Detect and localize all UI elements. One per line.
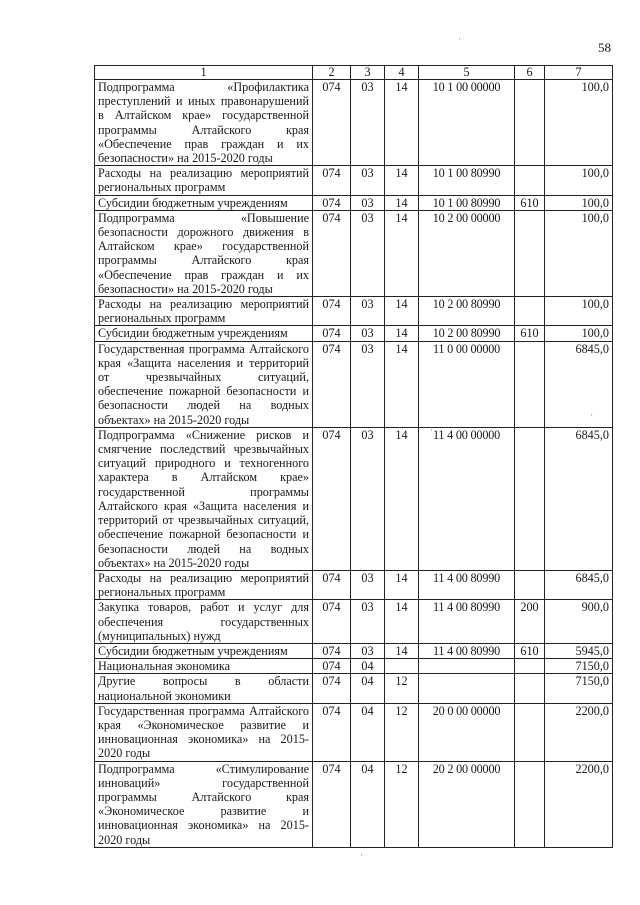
section-cell: 04 bbox=[351, 674, 385, 703]
scan-speck: · bbox=[360, 850, 363, 860]
grbs-cell: 074 bbox=[313, 643, 351, 658]
grbs-cell: 074 bbox=[313, 326, 351, 341]
grbs-cell: 074 bbox=[313, 166, 351, 195]
target-article-cell: 10 1 00 00000 bbox=[419, 80, 515, 166]
expense-type-cell bbox=[515, 341, 545, 427]
row-name-cell: Государственная программа Алтайского края «Экономическое развитие и инновационная экономика» на 2015-2020 годы bbox=[95, 703, 313, 761]
amount-cell: 100,0 bbox=[545, 297, 613, 326]
target-article-cell: 20 2 00 00000 bbox=[419, 761, 515, 847]
grbs-cell: 074 bbox=[313, 341, 351, 427]
row-name-cell: Национальная экономика bbox=[95, 659, 313, 674]
amount-cell: 7150,0 bbox=[545, 659, 613, 674]
target-article-cell: 11 0 00 00000 bbox=[419, 341, 515, 427]
amount-cell: 900,0 bbox=[545, 600, 613, 644]
grbs-cell: 074 bbox=[313, 210, 351, 296]
section-cell: 03 bbox=[351, 600, 385, 644]
expense-type-cell: 610 bbox=[515, 195, 545, 210]
subsection-cell: 14 bbox=[385, 643, 419, 658]
row-name-cell: Расходы на реализацию мероприятий региональных программ bbox=[95, 297, 313, 326]
subsection-cell: 14 bbox=[385, 210, 419, 296]
row-name-cell: Государственная программа Алтайского края «Защита населения и территорий от чрезвычайных ситуаций, обеспечение пожарной безопасности и безопасности людей на водных объектах» на 2015-2020 годы bbox=[95, 341, 313, 427]
expense-type-cell bbox=[515, 80, 545, 166]
target-article-cell: 11 4 00 80990 bbox=[419, 600, 515, 644]
table-row bbox=[95, 674, 613, 703]
target-article-cell: 10 2 00 00000 bbox=[419, 210, 515, 296]
subsection-cell: 14 bbox=[385, 600, 419, 644]
row-name-cell: Подпрограмма «Стимулирование инноваций» государственной программы Алтайского края «Экономическое развитие и инновационная экономика» на 2015-2020 годы bbox=[95, 761, 313, 847]
table-row bbox=[95, 600, 613, 644]
amount-cell: 100,0 bbox=[545, 210, 613, 296]
section-cell: 04 bbox=[351, 659, 385, 674]
grbs-cell: 074 bbox=[313, 674, 351, 703]
section-cell: 03 bbox=[351, 570, 385, 599]
amount-cell: 2200,0 bbox=[545, 703, 613, 761]
row-name-cell: Субсидии бюджетным учреждениям bbox=[95, 643, 313, 658]
grbs-cell: 074 bbox=[313, 427, 351, 570]
column-header: 4 bbox=[385, 66, 419, 80]
target-article-cell: 10 2 00 80990 bbox=[419, 326, 515, 341]
expense-type-cell bbox=[515, 570, 545, 599]
subsection-cell: 12 bbox=[385, 761, 419, 847]
section-cell: 03 bbox=[351, 166, 385, 195]
expense-type-cell bbox=[515, 674, 545, 703]
table-row bbox=[95, 427, 613, 570]
target-article-cell: 10 2 00 80990 bbox=[419, 297, 515, 326]
table-row bbox=[95, 643, 613, 658]
column-header: 6 bbox=[515, 66, 545, 80]
expense-type-cell bbox=[515, 166, 545, 195]
grbs-cell: 074 bbox=[313, 659, 351, 674]
table-row bbox=[95, 326, 613, 341]
section-cell: 03 bbox=[351, 80, 385, 166]
section-cell: 03 bbox=[351, 297, 385, 326]
expense-type-cell bbox=[515, 703, 545, 761]
header-row bbox=[95, 66, 613, 80]
column-header: 2 bbox=[313, 66, 351, 80]
amount-cell: 100,0 bbox=[545, 195, 613, 210]
section-cell: 04 bbox=[351, 761, 385, 847]
expense-type-cell bbox=[515, 210, 545, 296]
row-name-cell: Закупка товаров, работ и услуг для обеспечения государственных (муниципальных) нужд bbox=[95, 600, 313, 644]
target-article-cell: 11 4 00 00000 bbox=[419, 427, 515, 570]
subsection-cell: 14 bbox=[385, 326, 419, 341]
expense-type-cell bbox=[515, 427, 545, 570]
section-cell: 04 bbox=[351, 703, 385, 761]
table-row bbox=[95, 166, 613, 195]
grbs-cell: 074 bbox=[313, 297, 351, 326]
row-name-cell: Подпрограмма «Повышение безопасности дорожного движения в Алтайском крае» государственной программы Алтайского края «Обеспечение прав граждан и их безопасности» на 2015-2020 годы bbox=[95, 210, 313, 296]
subsection-cell: 14 bbox=[385, 166, 419, 195]
target-article-cell: 11 4 00 80990 bbox=[419, 643, 515, 658]
amount-cell: 5945,0 bbox=[545, 643, 613, 658]
table-row bbox=[95, 297, 613, 326]
section-cell: 03 bbox=[351, 643, 385, 658]
grbs-cell: 074 bbox=[313, 600, 351, 644]
amount-cell: 6845,0 bbox=[545, 427, 613, 570]
target-article-cell: 20 0 00 00000 bbox=[419, 703, 515, 761]
subsection-cell: 14 bbox=[385, 195, 419, 210]
section-cell: 03 bbox=[351, 195, 385, 210]
amount-cell: 100,0 bbox=[545, 166, 613, 195]
amount-cell: 100,0 bbox=[545, 326, 613, 341]
grbs-cell: 074 bbox=[313, 703, 351, 761]
subsection-cell: 14 bbox=[385, 297, 419, 326]
row-name-cell: Субсидии бюджетным учреждениям bbox=[95, 195, 313, 210]
row-name-cell: Подпрограмма «Снижение рисков и смягчение последствий чрезвычайных ситуаций природного и техногенного характера в Алтайском крае» государственной программы Алтайского края «Защита населения и территорий от чрезвычайных ситуаций, обеспечение пожарной безопасности и безопасности людей на водных объектах» на 2015-2020 годы bbox=[95, 427, 313, 570]
expense-type-cell: 200 bbox=[515, 600, 545, 644]
scan-speck: · bbox=[458, 34, 461, 44]
subsection-cell: 14 bbox=[385, 341, 419, 427]
table-row bbox=[95, 80, 613, 166]
amount-cell: 2200,0 bbox=[545, 761, 613, 847]
subsection-cell: 14 bbox=[385, 80, 419, 166]
subsection-cell: 14 bbox=[385, 570, 419, 599]
scan-speck: · bbox=[430, 425, 433, 435]
table-row bbox=[95, 659, 613, 674]
section-cell: 03 bbox=[351, 341, 385, 427]
subsection-cell: 14 bbox=[385, 427, 419, 570]
expense-type-cell bbox=[515, 297, 545, 326]
target-article-cell bbox=[419, 659, 515, 674]
row-name-cell: Подпрограмма «Профилактика преступлений и иных правонарушений в Алтайском крае» государственной программы Алтайского края «Обеспечение прав граждан и их безопасности» на 2015-2020 годы bbox=[95, 80, 313, 166]
grbs-cell: 074 bbox=[313, 195, 351, 210]
table-row bbox=[95, 761, 613, 847]
section-cell: 03 bbox=[351, 427, 385, 570]
scan-speck: · bbox=[590, 410, 593, 420]
table-row bbox=[95, 703, 613, 761]
subsection-cell: 12 bbox=[385, 703, 419, 761]
table-row bbox=[95, 570, 613, 599]
section-cell: 03 bbox=[351, 326, 385, 341]
section-cell: 03 bbox=[351, 210, 385, 296]
expense-type-cell bbox=[515, 659, 545, 674]
amount-cell: 6845,0 bbox=[545, 570, 613, 599]
subsection-cell: 12 bbox=[385, 674, 419, 703]
table-row bbox=[95, 195, 613, 210]
expense-type-cell: 610 bbox=[515, 326, 545, 341]
column-header: 3 bbox=[351, 66, 385, 80]
column-header: 7 bbox=[545, 66, 613, 80]
target-article-cell: 10 1 00 80990 bbox=[419, 195, 515, 210]
target-article-cell bbox=[419, 674, 515, 703]
target-article-cell: 10 1 00 80990 bbox=[419, 166, 515, 195]
subsection-cell bbox=[385, 659, 419, 674]
row-name-cell: Расходы на реализацию мероприятий региональных программ bbox=[95, 166, 313, 195]
amount-cell: 6845,0 bbox=[545, 341, 613, 427]
budget-table bbox=[94, 65, 613, 848]
table-row bbox=[95, 210, 613, 296]
page-number: 58 bbox=[598, 40, 611, 55]
amount-cell: 7150,0 bbox=[545, 674, 613, 703]
column-header: 5 bbox=[419, 66, 515, 80]
amount-cell: 100,0 bbox=[545, 80, 613, 166]
expense-type-cell bbox=[515, 761, 545, 847]
row-name-cell: Другие вопросы в области национальной экономики bbox=[95, 674, 313, 703]
row-name-cell: Расходы на реализацию мероприятий региональных программ bbox=[95, 570, 313, 599]
target-article-cell: 11 4 00 80990 bbox=[419, 570, 515, 599]
table-row bbox=[95, 341, 613, 427]
row-name-cell: Субсидии бюджетным учреждениям bbox=[95, 326, 313, 341]
grbs-cell: 074 bbox=[313, 570, 351, 599]
grbs-cell: 074 bbox=[313, 80, 351, 166]
column-header: 1 bbox=[95, 66, 313, 80]
grbs-cell: 074 bbox=[313, 761, 351, 847]
expense-type-cell: 610 bbox=[515, 643, 545, 658]
